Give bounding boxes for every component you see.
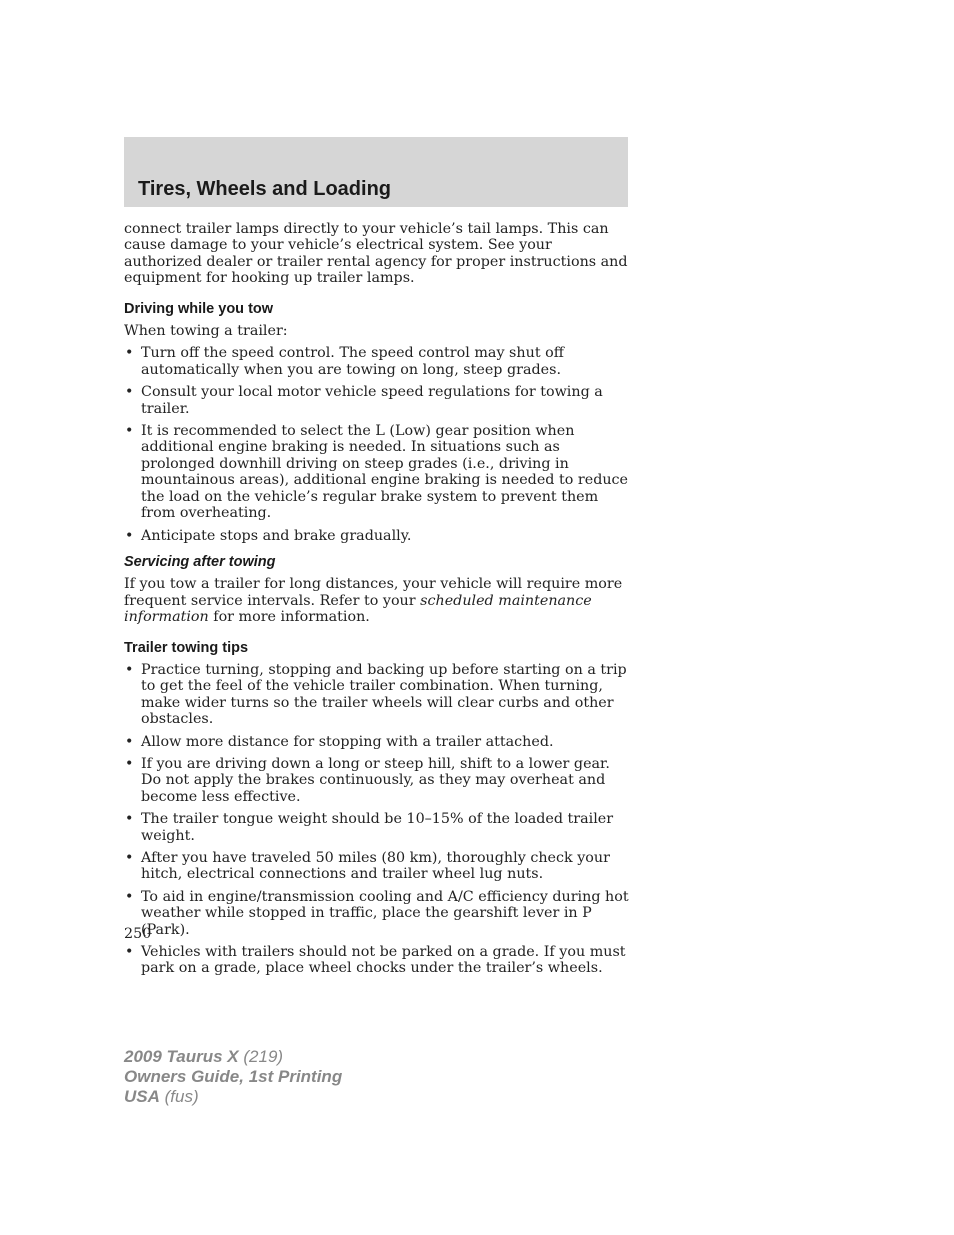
bullet-icon: •: [125, 944, 134, 961]
heading-trailer-towing-tips: Trailer towing tips: [124, 639, 249, 656]
footer-guide-line: Owners Guide, 1st Printing: [124, 1067, 343, 1086]
page-content: [124, 221, 630, 983]
bullet-icon: •: [125, 811, 134, 828]
list-item: • The trailer tongue weight should be 10–15% of the loaded trailer weight.: [125, 811, 614, 844]
footer-printing-info: [124, 1047, 342, 1107]
section-title: Tires, Wheels and Loading: [138, 178, 392, 200]
bullet-icon: •: [125, 527, 134, 544]
bullet-icon: •: [125, 345, 134, 362]
bullet-icon: •: [125, 755, 134, 772]
list-item: • Allow more distance for stopping with a trailer attached.: [125, 733, 554, 750]
list-item: • Turn off the speed control. The speed control may shut off automatically when you are towing on long, steep grades.: [125, 345, 564, 378]
list-item: • It is recommended to select the L (Low) gear position when additional engine braking is needed. In situations such as prolonged downhill driving on steep grades (i.e., driving in mountainous areas), additional engine braking is needed to reduce the load on the vehicle’s regular brake system to prevent them from overheating.: [125, 423, 629, 522]
list-item: • If you are driving down a long or steep hill, shift to a lower gear. Do not apply the brakes continuously, as they may overheat and become less effective.: [125, 755, 610, 805]
intro-paragraph: connect trailer lamps directly to your vehicle’s tail lamps. This can cause damage to your vehicle’s electrical system. See your authorized dealer or trailer rental agency for proper instructions and equipment for hooking up trailer lamps.: [124, 221, 628, 287]
heading-servicing-after-towing: Servicing after towing: [124, 553, 276, 570]
driving-lead: When towing a trailer:: [124, 323, 288, 340]
page-number: 250: [124, 926, 152, 942]
bullet-icon: •: [125, 661, 134, 678]
scheduled-maintenance-reference: scheduled maintenance information: [124, 592, 592, 626]
list-item: • Anticipate stops and brake gradually.: [125, 527, 412, 544]
bullet-icon: •: [125, 423, 134, 440]
bullet-icon: •: [125, 850, 134, 866]
list-item: • Consult your local motor vehicle speed regulations for towing a trailer.: [125, 384, 603, 417]
list-item: • Vehicles with trailers should not be parked on a grade. If you must park on a grade, place wheel chocks under the trailer’s wheels.: [125, 944, 626, 977]
list-item: • After you have traveled 50 miles (80 km), thoroughly check your hitch, electrical connections and trailer wheel lug nuts.: [125, 850, 610, 883]
bullet-icon: •: [125, 888, 134, 905]
footer-region-line: USA (fus): [124, 1087, 199, 1106]
driving-list: [124, 345, 630, 543]
servicing-paragraph: If you tow a trailer for long distances, your vehicle will require more frequent service intervals. Refer to your scheduled maintenance information for more information.: [124, 576, 623, 626]
list-item: • To aid in engine/transmission cooling and A/C efficiency during hot weather while stopped in traffic, place the gearshift lever in P (Park).: [125, 888, 629, 938]
bullet-icon: •: [125, 733, 134, 750]
footer-model-line: 2009 Taurus X (219): [124, 1047, 284, 1066]
heading-driving-while-you-tow: Driving while you tow: [124, 300, 274, 317]
bullet-icon: •: [125, 384, 134, 401]
tips-list: [124, 662, 630, 977]
list-item: • Practice turning, stopping and backing up before starting on a trip to get the feel of the vehicle trailer combination. When turning, make wider turns so the trailer wheels will clear curbs and other obstacles.: [125, 661, 627, 728]
